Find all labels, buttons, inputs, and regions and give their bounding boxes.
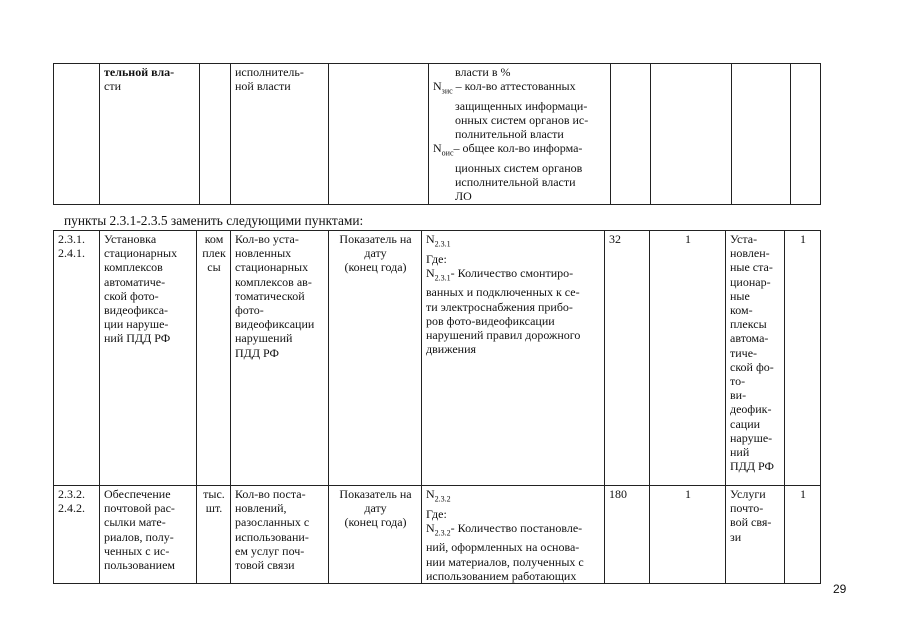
cell-name	[100, 64, 200, 205]
cell-result	[732, 64, 791, 205]
continued-table	[53, 63, 821, 205]
formula-line: $N_{оис}-$ общее кол-во информа-	[433, 141, 583, 158]
cell-number: 2.3.2. 2.4.2.	[54, 486, 100, 584]
cell-result: Услуги почто- вой свя- зи	[726, 486, 785, 584]
cell-name: Обеспечение почтовой рас- сылки мате- риалов, полу- ченных с ис- пользованием	[100, 486, 197, 584]
table-row	[54, 486, 821, 584]
formula: $N_{2.3.1}$ Где: $N_{2.3.1}-$ Количество смонтиро- ванных и подключенных к се- ти электроснабжения прибо- ров фото-видеофиксации нарушений правил дорожного движения	[426, 232, 581, 357]
formula-line: власти в %	[455, 65, 511, 79]
cell-unit	[200, 64, 231, 205]
table-row	[54, 231, 821, 486]
name-rest: сти	[104, 79, 121, 94]
page-number: 29	[833, 582, 847, 596]
cell-value1: 32	[605, 231, 650, 486]
formula: $N_{2.3.2}$ Где: $N_{2.3.2}-$ Количество постановле- ний, оформленных на основа- нии материалов, полученных с использованием работающих	[426, 487, 584, 583]
cell-value1: 180	[605, 486, 650, 584]
cell-formula	[422, 486, 605, 584]
cell-indicator: Кол-во поста- новлений, разосланных с использовани- ем услуг поч- товой связи	[231, 486, 329, 584]
cell-number	[54, 64, 100, 205]
formula-line: защищенных информаци- онных систем органов ис- полнительной власти	[455, 98, 589, 142]
bold-fragment: тельной вла-	[104, 65, 175, 79]
cell-name: Установка стационарных комплексов автоматиче- ской фото- видеофикса- ции наруше- ний ПДД РФ	[100, 231, 197, 486]
cell-formula	[422, 231, 605, 486]
cell-indicator: Кол-во уста- новленных стационарных комплексов ав- томатической фото- видеофиксации нарушений ПДД РФ	[231, 231, 329, 486]
formula-lines	[429, 64, 610, 204]
formula-line: $N_{зис} - кол-во$ аттестованных	[433, 79, 576, 96]
table-row	[54, 64, 821, 205]
cell-indicator: исполнитель- ной власти	[231, 64, 329, 205]
cell-type: Показатель на дату (конец года)	[329, 231, 422, 486]
cell-number: 2.3.1. 2.4.1.	[54, 231, 100, 486]
cell-unit: ком плек сы	[197, 231, 231, 486]
cell-value2: 1	[650, 486, 726, 584]
cell-formula	[429, 64, 611, 205]
cell-value1	[611, 64, 651, 205]
section-heading: пункты 2.3.1-2.3.5 заменить следующими пунктами:	[64, 213, 364, 228]
cell-type	[329, 64, 429, 205]
cell-value2	[651, 64, 732, 205]
cell-value2: 1	[650, 231, 726, 486]
cell-last: 1	[785, 486, 821, 584]
main-table	[53, 230, 821, 584]
cell-last: 1	[785, 231, 821, 486]
cell-last	[791, 64, 821, 205]
cell-type: Показатель на дату (конец года)	[329, 486, 422, 584]
cell-unit: тыс. шт.	[197, 486, 231, 584]
cell-result: Уста- новлен- ные ста- ционар- ные ком- плексы автома- тиче- ской фо- то- ви- деофик- сации наруше- ний ПДД РФ	[726, 231, 785, 486]
formula-line: ционных систем органов исполнительной власти ЛО	[455, 161, 583, 204]
